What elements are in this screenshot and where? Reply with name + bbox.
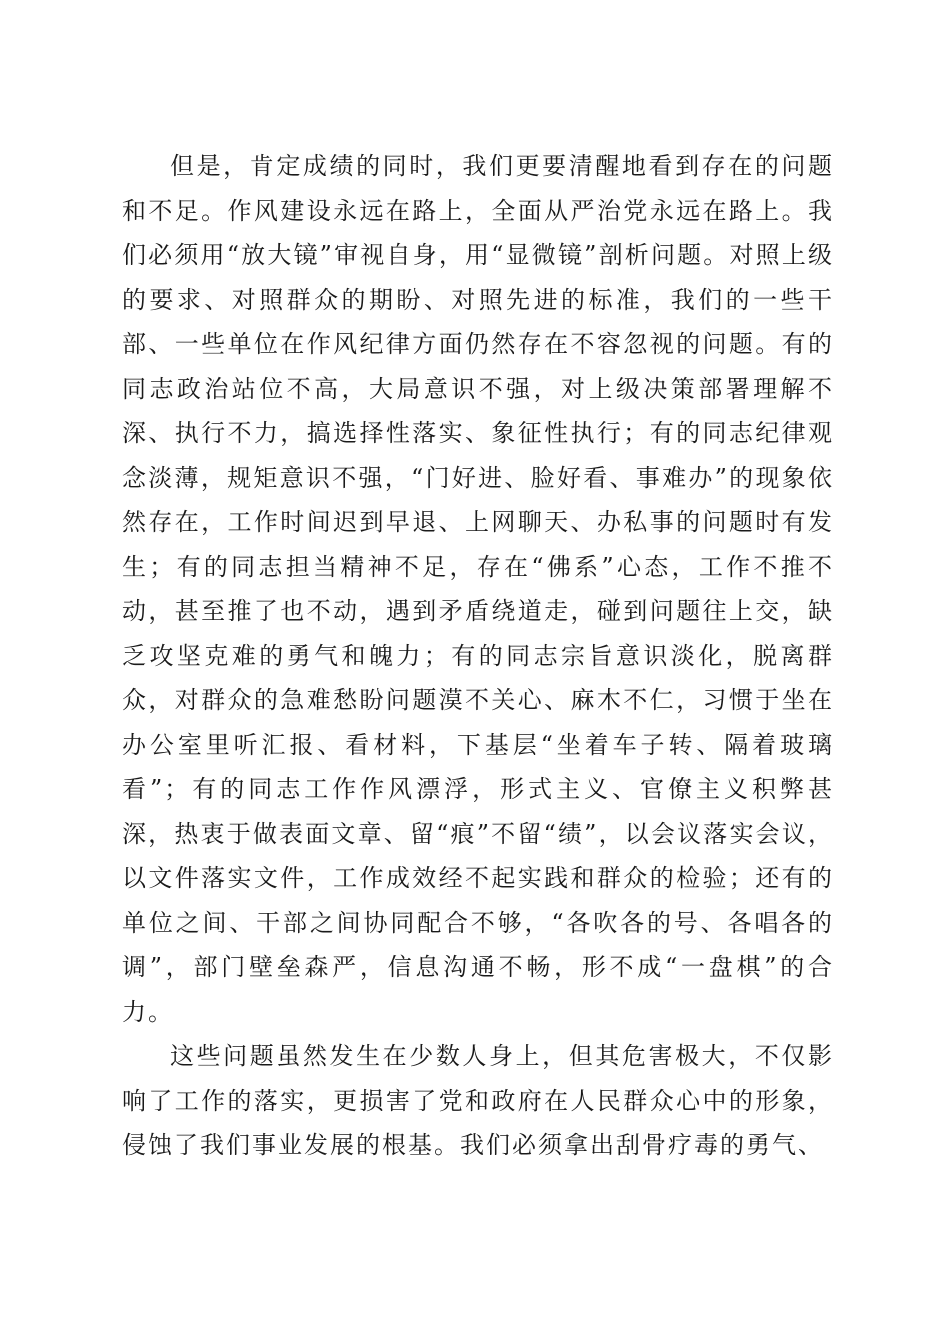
paragraph-problems: 但是，肯定成绩的同时，我们更要清醒地看到存在的问题和不足。作风建设永远在路上，全面从严治党永远在路上。我们必须用“放大镜”审视自身，用“显微镜”剖析问题。对照上级的要求、对照群众的期盼、对照先进的标准，我们的一些干部、一些单位在作风纪律方面仍然存在不容忽视的问题。有的同志政治站位不高，大局意识不强，对上级决策部署理解不深、执行不力，搞选择性落实、象征性执行；有的同志纪律观念淡薄，规矩意识不强，“门好进、脸好看、事难办”的现象依然存在，工作时间迟到早退、上网聊天、办私事的问题时有发生；有的同志担当精神不足，存在“佛系”心态，工作不推不动，甚至推了也不动，遇到矛盾绕道走，碰到问题往上交，缺乏攻坚克难的勇气和魄力；有的同志宗旨意识淡化，脱离群众，对群众的急难愁盼问题漠不关心、麻木不仁，习惯于坐在办公室里听汇报、看材料，下基层“坐着车子转、隔着玻璃看”；有的同志工作作风漂浮，形式主义、官僚主义积弊甚深，热衷于做表面文章、留“痕”不留“绩”，以会议落实会议，以文件落实文件，工作成效经不起实践和群众的检验；还有的单位之间、干部之间协同配合不够，“各吹各的号、各唱各的调”，部门壁垒森严，信息沟通不畅，形不成“一盘棋”的合力。 — [122, 152, 834, 1026]
document-body — [122, 144, 834, 1168]
paragraph-harm: 这些问题虽然发生在少数人身上，但其危害极大，不仅影响了工作的落实，更损害了党和政府在人民群众心中的形象，侵蚀了我们事业发展的根基。我们必须拿出刮骨疗毒的勇气、 — [122, 1042, 834, 1159]
